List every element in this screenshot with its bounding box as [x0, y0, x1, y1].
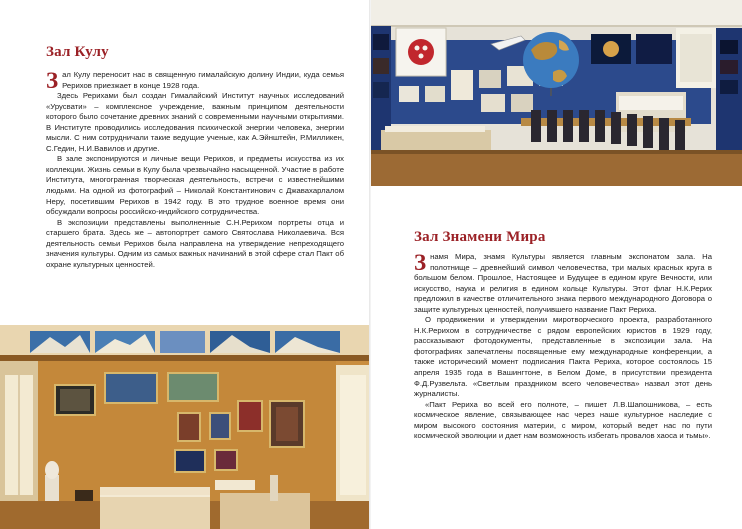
left-paragraph-2: Здесь Рерихами был создан Гималайский Институт научных исследований «Урусвати» – комплексное учреждение, важным принципом деятельности которого было сочетание древних знаний с современными научными открытиями. В Институте проводились исследования психической энергии человека, энергии мысли. С ним сотрудничали такие ведущие ученые, как А.Эйнштейн, Р.Милликен, С.Гедин, Н.И.Вавилов и другие.: [46, 91, 344, 153]
right-page-text: [414, 252, 712, 442]
left-paragraph-4: В экспозиции представлены выполненные С.Н.Рерихом портреты отца и старшего брата. Здесь же – автопортрет самого Святослава Николаевича. Вся деятельность семьи Рерихов была направлена на утверждение непреходящего значения культуры. Одним из самых важных начинаний в этой сфере стал Пакт об охране культурных ценностей.: [46, 217, 344, 269]
right-paragraph-3: «Пакт Рериха во всей его полноте, – пишет Л.В.Шапошникова, – есть космическое явление, связывающее нас через наше культурное наследие с миром высокого состояния материи, с миром, который ведет нас по пути космической эволюции и дает нам возможность избегать провалов хаоса и тьмы».: [414, 399, 712, 441]
right-paragraph-2: О продвижении и утверждении миротворческого проекта, разработанного Н.К.Рерихом в сотрудничестве с рядом европейских юристов в 1929 году, рассказывают фотодокументы, представленные в экспозиции зала. На фотографиях запечатлены посвященные ему международные конференции, а также исторический момент подписания Пакта Рериха, которое состоялось 15 апреля 1935 года в Вашингтоне, в Белом Доме, в присутствии президента Ф.Д.Рузвельта. «Светлым праздником всего человечества» назвал этот день журналисты.: [414, 315, 712, 399]
right-page-title: Зал Знамени Мира: [414, 229, 546, 245]
right-paragraph-1: Знамя Мира, знамя Культуры является главным экспонатом зала. На полотнище – древнейший символ человечества, три малых красных круга в большом белом. Прошлое, Настоящее и Будущее в едином круге Вечности, или искусство, наука и религия в едином кольце Культуры. Этот флаг Н.К.Рерих предложил в качестве отличительного знака первого международного Договора о защите культурных ценностей, получившего название Пакт Рериха.: [414, 250, 712, 314]
banner-of-peace-hall-photo: [371, 0, 742, 186]
left-page-text: [46, 70, 344, 270]
kulu-hall-photo: [0, 325, 371, 529]
left-paragraph-3: В зале экспонируются и личные вещи Рерихов, и предметы искусства из их коллекции. Жизнь семьи в Кулу была чрезвычайно насыщенной. Участие в работе Института, многогранная творческая деятельность, встречи с известнейшими людьми. На одной из фотографий – Николай Константинович с Джавахарлалом Неру, посетившим Рерихов в 1942 году. В это трудное военное время они обсуждали вопросы российско-индийского сотрудничества.: [46, 154, 344, 217]
left-page-title: Зал Кулу: [46, 44, 109, 60]
right-page: [371, 0, 742, 529]
left-paragraph-1: Зал Кулу переносит нас в священную гималайскую долину Индии, куда семья Рерихов приезжает в конце 1928 года.: [46, 68, 344, 93]
right-dropcap: З: [414, 250, 427, 275]
left-dropcap: З: [46, 68, 59, 93]
